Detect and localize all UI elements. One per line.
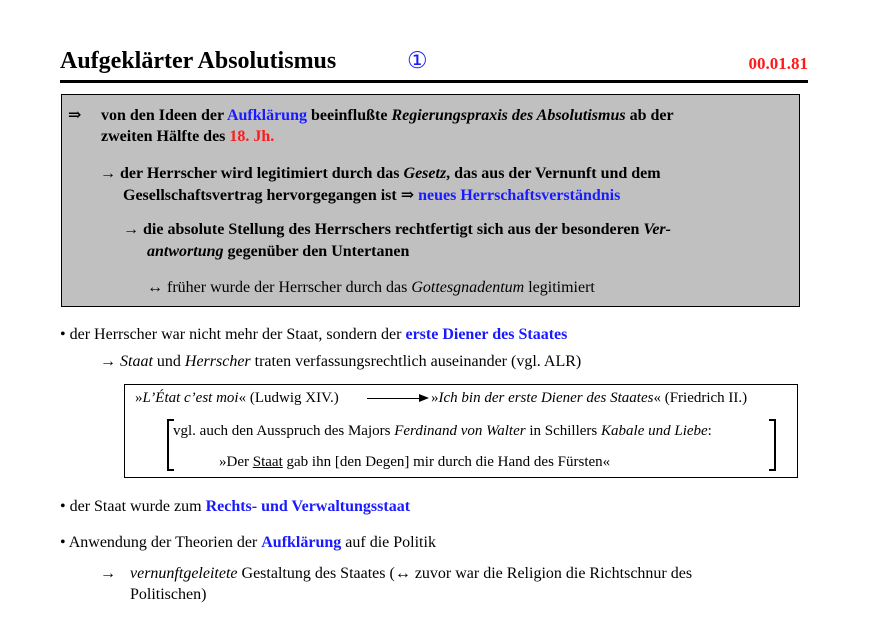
quote-box <box>124 384 798 478</box>
box-line-5: → die absolute Stellung des Herrschers rechtfertigt sich aus der besonderen Ver- <box>123 221 671 238</box>
arrow-symbol: → <box>100 565 116 582</box>
bullet-2: • der Staat wurde zum Rechts- und Verwaltungsstaat <box>60 498 411 515</box>
box-line-4: Gesellschaftsvertrag hervorgegangen ist ⇒ neues Herrschaftsverständnis <box>123 187 621 204</box>
bullet-3: • Anwendung der Theorien der Aufklärung auf die Politik <box>60 534 436 551</box>
box-line-3: → der Herrscher wird legitimiert durch das Gesetz, das aus der Vernunft und dem <box>100 165 661 182</box>
arrow-right-icon <box>419 394 429 402</box>
bullet-1-sub: → Staat und Herrscher traten verfassungsrechtlich auseinander (vgl. ALR) <box>100 353 582 370</box>
page-title: Aufgeklärter Absolutismus <box>60 48 337 74</box>
quote-ludwig: »L’État c’est moi« (Ludwig XIV.) <box>135 390 339 406</box>
box-line-2: zweiten Hälfte des 18. Jh. <box>101 128 275 145</box>
header-rule <box>60 80 808 83</box>
implies-symbol: ⇒ <box>68 107 82 124</box>
bullet-1: • der Herrscher war nicht mehr der Staat, sondern der erste Diener des Staates <box>60 326 568 343</box>
arrow-line <box>367 398 421 399</box>
summary-box <box>61 94 800 307</box>
right-bracket <box>769 419 776 471</box>
bullet-3-sub: vernunftgeleitete Gestaltung des Staates (↔ zuvor war die Religion die Richtschnur des <box>130 565 693 582</box>
box-line-6: antwortung gegenüber den Untertanen <box>147 243 410 260</box>
page-date: 00.01.81 <box>748 54 808 73</box>
section-number: ① <box>407 48 428 73</box>
box-line-7: ↔ früher wurde der Herrscher durch das Gottesgnadentum legitimiert <box>147 279 595 296</box>
quote-friedrich: »Ich bin der erste Diener des Staates« (Friedrich II.) <box>431 390 748 406</box>
quote-walter: »Der Staat gab ihn [den Degen] mir durch die Hand des Fürsten« <box>219 454 611 470</box>
bullet-3-sub-cont: Politischen) <box>130 586 207 603</box>
quote-reference: vgl. auch den Ausspruch des Majors Ferdinand von Walter in Schillers Kabale und Liebe: <box>173 423 712 439</box>
page-header <box>60 48 808 84</box>
box-line-1: von den Ideen der Aufklärung beeinflußte Regierungspraxis des Absolutismus ab der <box>101 107 674 124</box>
